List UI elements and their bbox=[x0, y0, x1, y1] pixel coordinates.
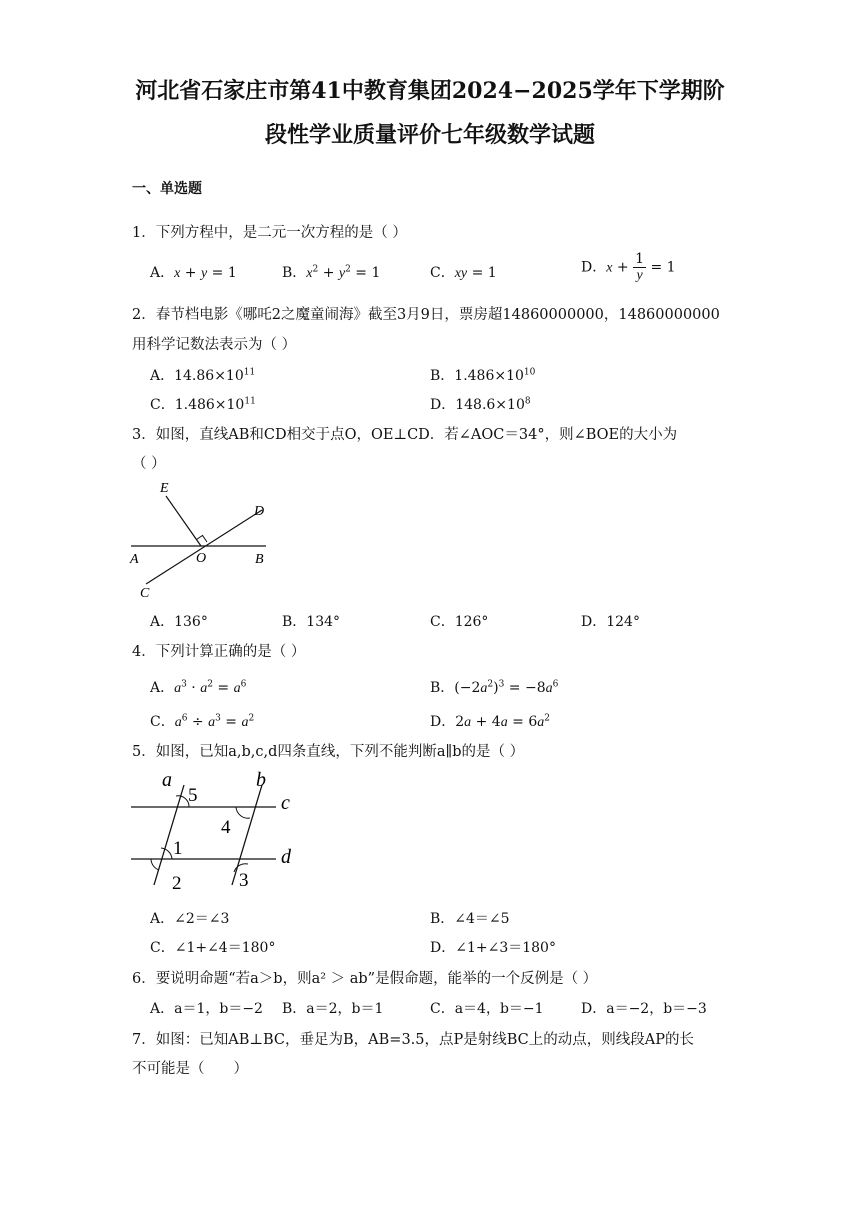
q3-option-b: B．134° bbox=[282, 614, 341, 630]
question-6-stem: 6．要说明命题“若a＞b，则a² ＞ ab”是假命题，能举的一个反例是（ ） bbox=[132, 971, 598, 987]
page-title-line2: 段性学业质量评价七年级数学试题 bbox=[264, 122, 595, 148]
q5-label-1: 1 bbox=[173, 838, 183, 859]
q4-option-b: B．$(-2a^2)^3 = -8a^6$ bbox=[430, 679, 559, 696]
q4-option-d: D．$2a + 4a = 6a^2$ bbox=[430, 713, 550, 730]
question-7-stem-line2: 不可能是（ ） bbox=[132, 1061, 248, 1077]
q1-option-c: C．xy = 1 bbox=[430, 265, 497, 281]
q5-figure bbox=[126, 767, 306, 895]
q3-option-a: A．136° bbox=[150, 614, 208, 630]
q5-option-c: C．∠1+∠4＝180° bbox=[150, 940, 276, 956]
q3-option-c: C．126° bbox=[430, 614, 489, 630]
q5-label-2: 2 bbox=[172, 873, 182, 894]
q3-label-b: B bbox=[255, 552, 264, 567]
question-3-stem-line2: （ ） bbox=[132, 456, 166, 472]
q2-option-b: B．$1.486\times 10^{10}$ bbox=[430, 367, 536, 384]
q1-option-b: B．$x^2 + y^2 = 1$ bbox=[282, 264, 381, 281]
q3-label-o: O bbox=[196, 551, 207, 566]
q5-label-b: b bbox=[256, 769, 266, 791]
q5-option-d: D．∠1+∠3＝180° bbox=[430, 940, 556, 956]
q3-label-c: C bbox=[140, 586, 150, 601]
q5-label-5: 5 bbox=[188, 785, 198, 806]
q5-label-a: a bbox=[162, 769, 172, 791]
question-4-stem: 4．下列计算正确的是（ ） bbox=[132, 644, 306, 660]
q6-option-b: B．a＝2，b＝1 bbox=[282, 1001, 384, 1017]
q1-option-a: A．x + y = 1 bbox=[150, 265, 237, 281]
page-title-line1: 河北省石家庄市第41中教育集团2024−2025学年下学期阶 bbox=[135, 78, 725, 104]
q6-option-c: C．a＝4，b＝−1 bbox=[430, 1001, 544, 1017]
question-1-stem: 1．下列方程中，是二元一次方程的是（ ） bbox=[132, 225, 407, 241]
q3-option-d: D．124° bbox=[581, 614, 640, 630]
q2-option-c: C．$1.486\times 10^{11}$ bbox=[150, 396, 256, 413]
question-3-stem-line1: 3．如图，直线AB和CD相交于点O，OE⊥CD．若∠AOC＝34°，则∠BOE的大小为 bbox=[132, 427, 678, 443]
q3-figure bbox=[126, 476, 286, 602]
question-2-stem-line2: 用科学记数法表示为（ ） bbox=[132, 337, 297, 353]
q3-label-e: E bbox=[160, 481, 169, 496]
q2-option-a: A．$14.86\times 10^{11}$ bbox=[150, 367, 256, 384]
q4-option-c: C．$a^6 \div a^3 = a^2$ bbox=[150, 713, 255, 730]
q5-option-a: A．∠2＝∠3 bbox=[150, 911, 230, 927]
q1-option-d: D．x + $\frac{1}{y}$ = 1 bbox=[581, 251, 676, 283]
q5-label-4: 4 bbox=[221, 817, 231, 838]
q5-label-d: d bbox=[281, 846, 291, 868]
q5-label-c: c bbox=[281, 792, 290, 814]
question-5-stem: 5．如图，已知a,b,c,d四条直线，下列不能判断a∥b的是（ ） bbox=[132, 744, 525, 760]
q4-option-a: A．$a^3 \cdot a^2 = a^6$ bbox=[150, 679, 247, 696]
question-7-stem-line1: 7．如图：已知AB⊥BC，垂足为B，AB=3.5，点P是射线BC上的动点，则线段AP的长 bbox=[132, 1032, 695, 1048]
section-heading: 一、单选题 bbox=[132, 181, 202, 197]
q3-label-d: D bbox=[254, 504, 265, 519]
q6-option-d: D．a＝−2，b＝−3 bbox=[581, 1001, 707, 1017]
q2-option-d: D．$148.6\times 10^8$ bbox=[430, 396, 531, 413]
q5-label-3: 3 bbox=[239, 870, 249, 891]
q5-option-b: B．∠4＝∠5 bbox=[430, 911, 510, 927]
question-2-stem-line1: 2．春节档电影《哪吒2之魔童闹海》截至3月9日，票房超14860000000，14860000000 bbox=[132, 307, 720, 323]
q6-option-a: A．a＝1，b＝−2 bbox=[150, 1001, 263, 1017]
q3-label-a: A bbox=[130, 552, 139, 567]
